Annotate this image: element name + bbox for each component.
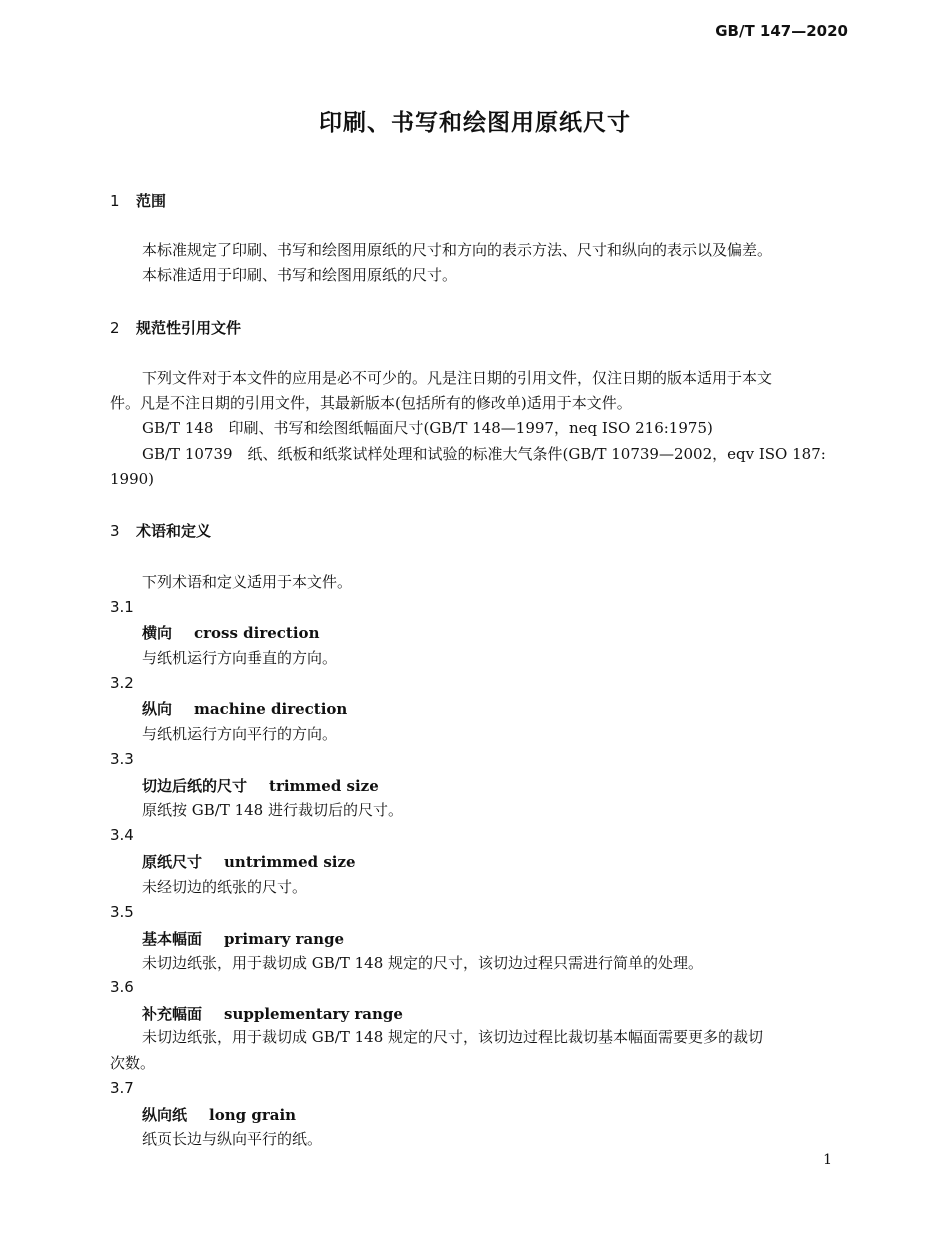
term-number: 3.3 (110, 750, 134, 768)
term-zh: 切边后纸的尺寸 (142, 777, 248, 795)
normative-reference: GB/T 148 印刷、书写和绘图纸幅面尺寸(GB/T 148—1997，neq ISO 216:1975) (142, 419, 713, 437)
normative-reference-continued: 1990) (110, 470, 155, 488)
standard-number: GB/T 147—2020 (715, 22, 848, 40)
section-2-heading (110, 317, 241, 338)
paragraph: 本标准适用于印刷、书写和绘图用原纸的尺寸。 (142, 266, 458, 284)
section-title: 范围 (136, 192, 167, 210)
term-en: untrimmed size (224, 853, 356, 871)
section-number: 2 (110, 319, 120, 337)
term-number: 3.2 (110, 674, 134, 692)
normative-reference: GB/T 10739 纸、纸板和纸浆试样处理和试验的标准大气条件(GB/T 10739—2002，eqv ISO 187: (142, 445, 826, 463)
paragraph: 下列文件对于本文件的应用是必不可少的。凡是注日期的引用文件，仅注日期的版本适用于本文 (142, 369, 773, 387)
term-definition: 原纸按 GB/T 148 进行裁切后的尺寸。 (142, 801, 403, 819)
section-title: 术语和定义 (136, 522, 212, 540)
term-en: supplementary range (224, 1005, 403, 1023)
term-zh: 纵向纸 (142, 1106, 188, 1124)
term-definition: 未切边纸张，用于裁切成 GB/T 148 规定的尺寸，该切边过程只需进行简单的处理。 (142, 954, 704, 972)
term-definition: 纸页长边与纵向平行的纸。 (142, 1130, 323, 1148)
term-en: machine direction (194, 700, 348, 718)
page-number: 1 (823, 1152, 832, 1168)
term-definition: 与纸机运行方向平行的方向。 (142, 725, 338, 743)
term-number: 3.1 (110, 598, 134, 616)
term-zh: 原纸尺寸 (142, 853, 203, 871)
section-1-heading (110, 190, 166, 211)
term-en: trimmed size (269, 777, 379, 795)
term-number: 3.4 (110, 826, 134, 844)
term-zh: 纵向 (142, 700, 173, 718)
term-en: cross direction (194, 624, 320, 642)
term-zh: 基本幅面 (142, 930, 203, 948)
term-definition: 未经切边的纸张的尺寸。 (142, 878, 308, 896)
term-entry (142, 698, 347, 719)
term-en: long grain (209, 1106, 297, 1124)
section-3-heading (110, 520, 211, 541)
term-entry (142, 622, 319, 643)
term-entry (142, 1104, 296, 1125)
term-definition: 与纸机运行方向垂直的方向。 (142, 649, 338, 667)
term-number: 3.6 (110, 978, 134, 996)
term-number: 3.7 (110, 1079, 134, 1097)
term-entry (142, 1003, 403, 1024)
term-entry (142, 775, 379, 796)
term-number: 3.5 (110, 903, 134, 921)
paragraph: 本标准规定了印刷、书写和绘图用原纸的尺寸和方向的表示方法、尺寸和纵向的表示以及偏差。 (142, 241, 773, 259)
section-number: 1 (110, 192, 120, 210)
term-entry (142, 851, 356, 872)
document-title: 印刷、书写和绘图用原纸尺寸 (319, 110, 631, 136)
term-en: primary range (224, 930, 345, 948)
section-title: 规范性引用文件 (136, 319, 242, 337)
paragraph: 下列术语和定义适用于本文件。 (142, 573, 353, 591)
term-entry (142, 928, 344, 949)
term-definition: 未切边纸张，用于裁切成 GB/T 148 规定的尺寸，该切边过程比裁切基本幅面需要更多的裁切 (142, 1028, 764, 1046)
section-number: 3 (110, 522, 120, 540)
paragraph-continued: 件。凡是不注日期的引用文件，其最新版本(包括所有的修改单)适用于本文件。 (110, 394, 632, 412)
term-zh: 横向 (142, 624, 173, 642)
term-zh: 补充幅面 (142, 1005, 203, 1023)
term-definition-continued: 次数。 (110, 1054, 156, 1072)
